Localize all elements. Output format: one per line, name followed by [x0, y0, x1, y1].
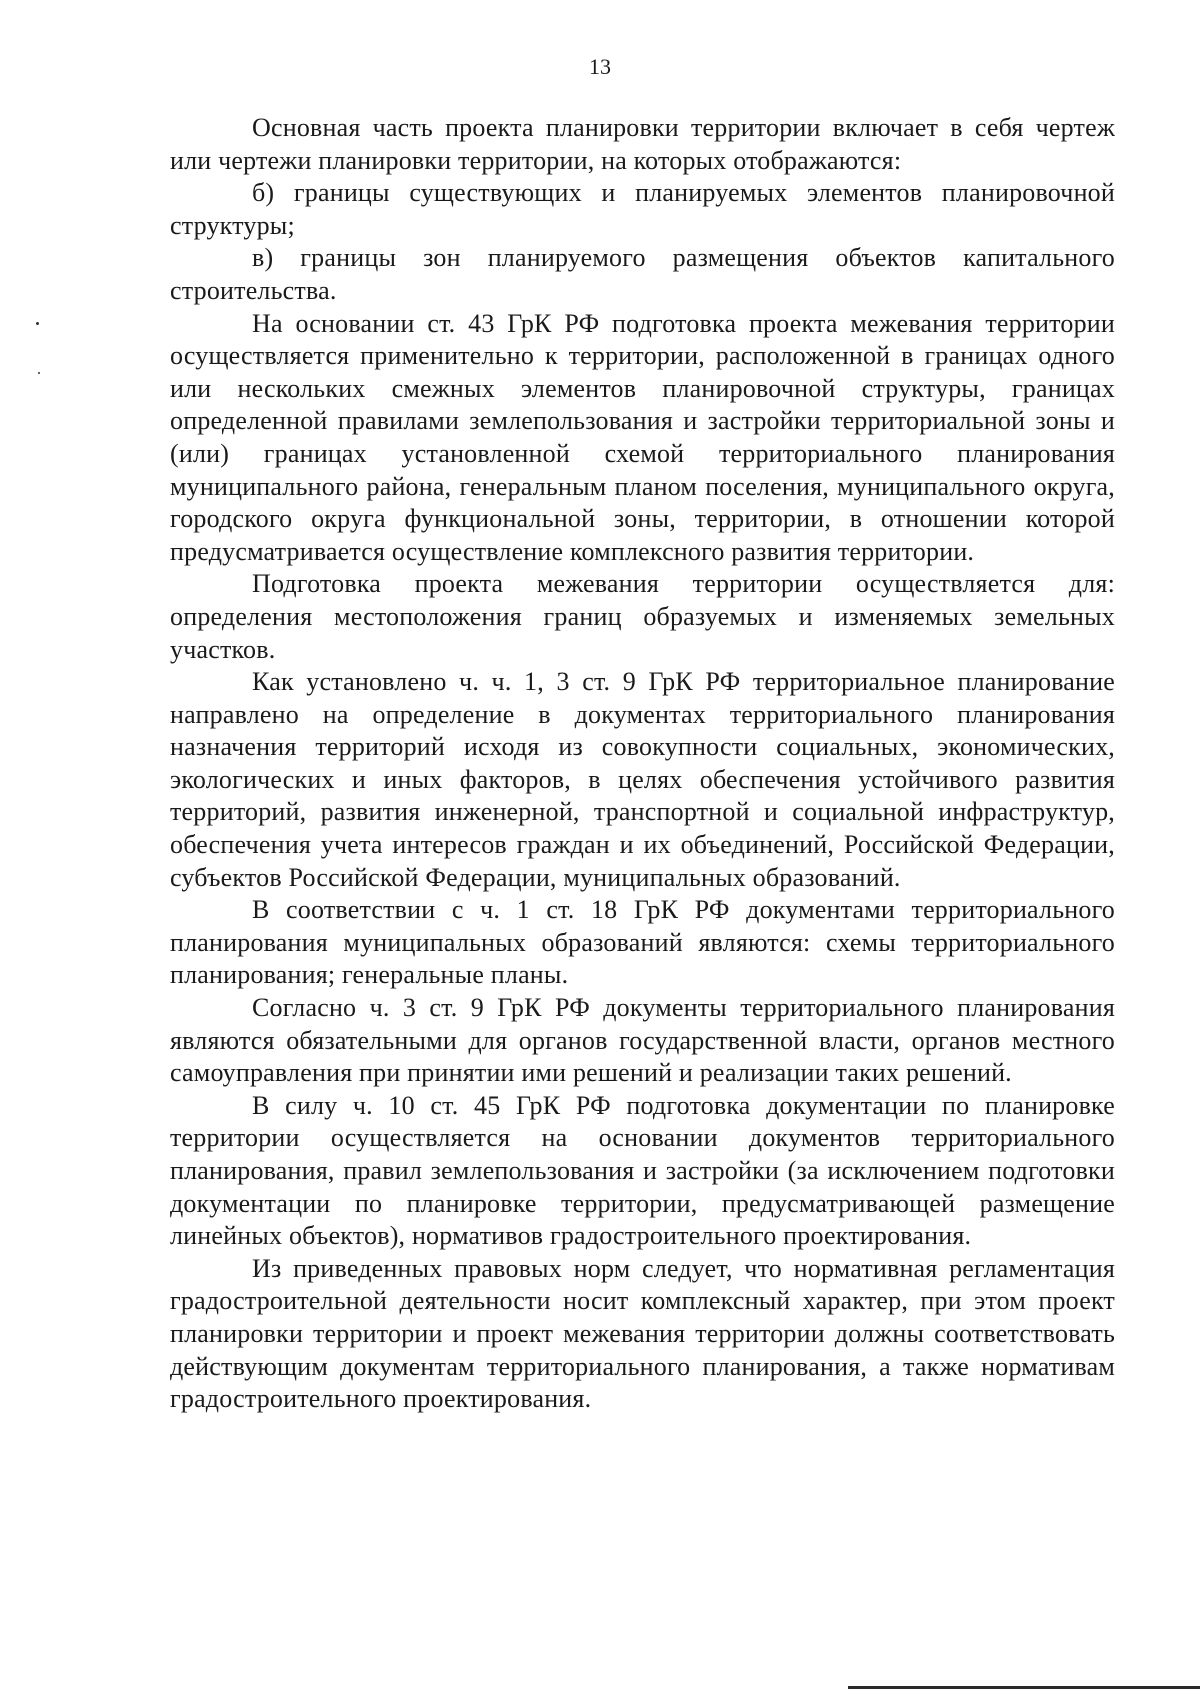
paragraph: в) границы зон планируемого размещения объектов капитального строительства. [170, 243, 1115, 305]
scan-speck [36, 322, 39, 325]
paragraph: В силу ч. 10 ст. 45 ГрК РФ подготовка документации по планировке территории осуществляется на основании документов территориального планирования, правил землепользования и застройки (за исключением подготовки документации по планировке территории, предусматривающей размещение линейных объектов), нормативов градостроительного проектирования. [170, 1090, 1115, 1251]
page-number: 13 [589, 54, 611, 79]
document-body [170, 112, 1115, 1416]
paragraph: Согласно ч. 3 ст. 9 ГрК РФ документы территориального планирования являются обязательными для органов государственной власти, органов местного самоуправления при принятии ими решений и реализации таких решений. [170, 993, 1115, 1088]
paragraph: Из приведенных правовых норм следует, что нормативная регламентация градостроительной деятельности носит комплексный характер, при этом проект планировки территории и проект межевания территории должны соответствовать действующим документам территориального планирования, а также нормативам градостроительного проектирования. [170, 1253, 1115, 1414]
paragraph: Подготовка проекта межевания территории осуществляется для: определения местоположения границ образуемых и изменяемых земельных участков. [170, 569, 1115, 664]
scan-speck [38, 372, 40, 374]
paragraph: На основании ст. 43 ГрК РФ подготовка проекта межевания территории осуществляется применительно к территории, расположенной в границах одного или нескольких смежных элементов планировочной структуры, границах определенной правилами землепользования и застройки территориальной зоны и (или) границах установленной схемой территориального планирования муниципального района, генеральным планом поселения, муниципального округа, городского округа функциональной зоны, территории, в отношении которой предусматривается осуществление комплексного развития территории. [170, 308, 1115, 566]
paragraph: Как установлено ч. ч. 1, 3 ст. 9 ГрК РФ территориальное планирование направлено на определение в документах территориального планирования назначения территорий исходя из совокупности социальных, экономических, экологических и иных факторов, в целях обеспечения устойчивого развития территорий, развития инженерной, транспортной и социальной инфраструктур, обеспечения учета интересов граждан и их объединений, Российской Федерации, субъектов Российской Федерации, муниципальных образований. [170, 667, 1115, 892]
paragraph: б) границы существующих и планируемых элементов планировочной структуры; [170, 178, 1115, 240]
paragraph: В соответствии с ч. 1 ст. 18 ГрК РФ документами территориального планирования муниципальных образований являются: схемы территориального планирования; генеральные планы. [170, 895, 1115, 990]
bottom-rule [848, 1686, 1200, 1689]
paragraph: Основная часть проекта планировки территории включает в себя чертеж или чертежи планировки территории, на которых отображаются: [170, 113, 1115, 175]
